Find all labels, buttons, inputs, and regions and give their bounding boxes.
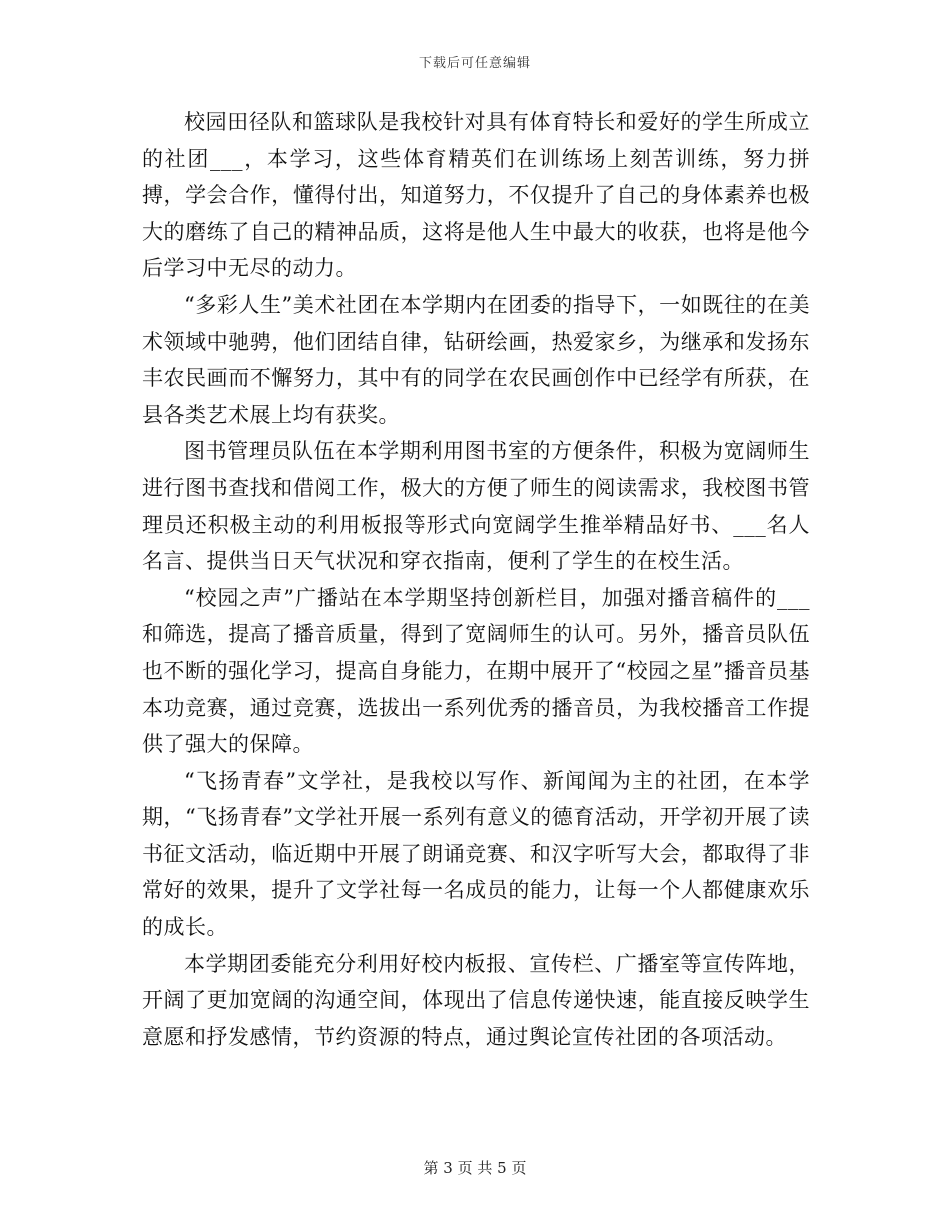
paragraph-publicity: 本学期团委能充分利用好校内板报、宣传栏、广播室等宣传阵地，开阔了更加宽阔的沟通空间，体现出了信息传递快速，能直接反映学生意愿和抒发感情，节约资源的特点，通过舆论宣传社团的各项活动。	[142, 951, 810, 1049]
paragraph-art-club: “多彩人生”美术社团在本学期内在团委的指导下，一如既往的在美术领域中驰骋，他们团结自律，钻研绘画，热爱家乡，为继承和发扬东丰农民画而不懈努力，其中有的同学在农民画创作中已经学有所获，在县各类艺术展上均有获奖。	[142, 292, 810, 427]
paragraph-literature-club: “飞扬青春”文学社，是我校以写作、新闻闻为主的社团，在本学期，“飞扬青春”文学社开展一系列有意义的德育活动，开学初开展了读书征文活动，临近期中开展了朗诵竞赛、和汉字听写大会，都取得了非常好的效果，提升了文学社每一名成员的能力，让每一个人都健康欢乐的成长。	[142, 768, 810, 940]
paragraph-broadcast-station: “校园之声”广播站在本学期坚持创新栏目，加强对播音稿件的___和筛选，提高了播音质量，得到了宽阔师生的认可。另外，播音员队伍也不断的强化学习，提高自身能力，在期中展开了“校园之星”播音员基本功竞赛，通过竞赛，选拔出一系列优秀的播音员，为我校播音工作提供了强大的保障。	[142, 585, 810, 757]
paragraph-library-team: 图书管理员队伍在本学期利用图书室的方便条件，积极为宽阔师生进行图书查找和借阅工作，极大的方便了师生的阅读需求，我校图书管理员还积极主动的利用板报等形式向宽阔学生推举精品好书、___名人名言、提供当日天气状况和穿衣指南，便利了学生的在校生活。	[142, 439, 810, 574]
document-body	[142, 104, 810, 1055]
paragraph-track-basketball-teams: 校园田径队和篮球队是我校针对具有体育特长和爱好的学生所成立的社团___，本学习，这些体育精英们在训练场上刻苦训练，努力拼搏，学会合作，懂得付出，知道努力，不仅提升了自己的身体素养也极大的磨练了自己的精神品质，这将是他人生中最大的收获，也将是他今后学习中无尽的动力。	[142, 110, 810, 281]
page-header-note: 下载后可任意编辑	[418, 56, 531, 71]
page-number: 第 3 页 共 5 页	[423, 1159, 527, 1177]
